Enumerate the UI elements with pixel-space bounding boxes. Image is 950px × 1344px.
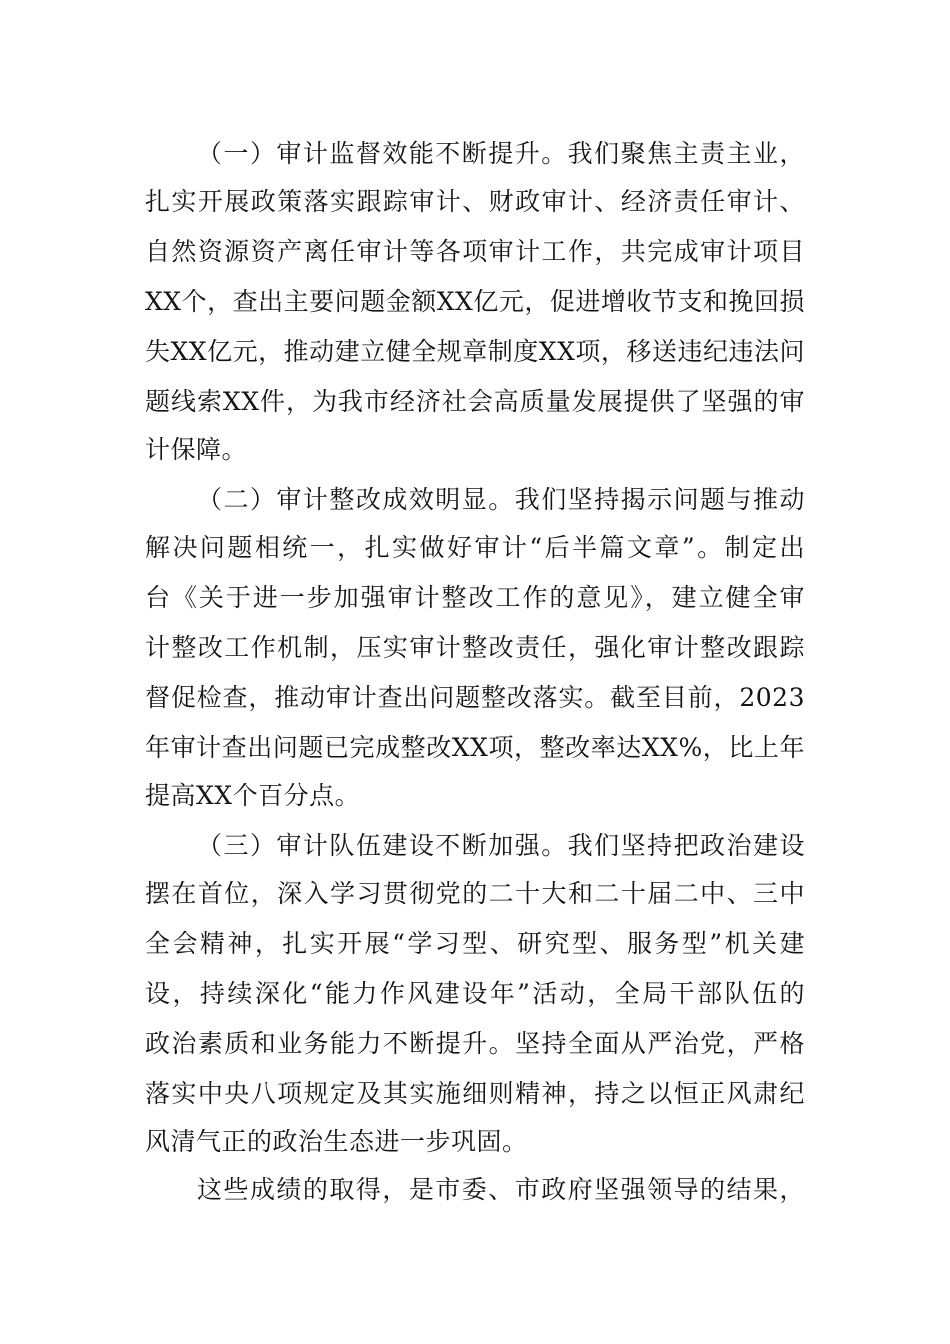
text-line: 风清气正的政治生态进一步巩固。: [145, 1127, 528, 1156]
text-line: 落实中央八项规定及其实施细则精神，持之以恒正风肃纪: [145, 1079, 805, 1108]
text-line: （一）审计监督效能不断提升。我们聚焦主责主业，: [197, 139, 805, 168]
text-line: 自然资源资产离任审计等各项审计工作，共完成审计项目: [145, 237, 805, 266]
text-line: 政治素质和业务能力不断提升。坚持全面从严治党，严格: [145, 1029, 805, 1058]
text-line: 台《关于进一步加强审计整改工作的意见》，建立健全审: [145, 583, 805, 612]
text-line: 计整改工作机制，压实审计整改责任，强化审计整改跟踪: [145, 633, 805, 662]
text-line: 解决问题相统一，扎实做好审计“后半篇文章”。制定出: [145, 533, 805, 562]
text-line: XX个，查出主要问题金额XX亿元，促进增收节支和挽回损: [145, 287, 805, 316]
text-line: 年审计查出问题已完成整改XX项，整改率达XX%，比上年: [145, 733, 805, 762]
text-line: 扎实开展政策落实跟踪审计、财政审计、经济责任审计、: [145, 187, 805, 216]
text-line: 全会精神，扎实开展“学习型、研究型、服务型”机关建: [145, 929, 805, 958]
text-line: 题线索XX件，为我市经济社会高质量发展提供了坚强的审: [145, 387, 805, 416]
text-line: 摆在首位，深入学习贯彻党的二十大和二十届二中、三中: [145, 879, 805, 908]
text-line: 督促检查，推动审计查出问题整改落实。截至目前，2023: [145, 683, 805, 712]
text-line: 失XX亿元，推动建立健全规章制度XX项，移送违纪违法问: [145, 337, 805, 366]
text-line: 这些成绩的取得，是市委、市政府坚强领导的结果，: [197, 1175, 805, 1204]
text-line: 设，持续深化“能力作风建设年”活动，全局干部队伍的: [145, 979, 805, 1008]
text-line: 计保障。: [145, 435, 248, 464]
text-line: （三）审计队伍建设不断加强。我们坚持把政治建设: [197, 831, 805, 860]
text-line: （二）审计整改成效明显。我们坚持揭示问题与推动: [197, 485, 805, 514]
text-line: 提高XX个百分点。: [145, 781, 361, 810]
